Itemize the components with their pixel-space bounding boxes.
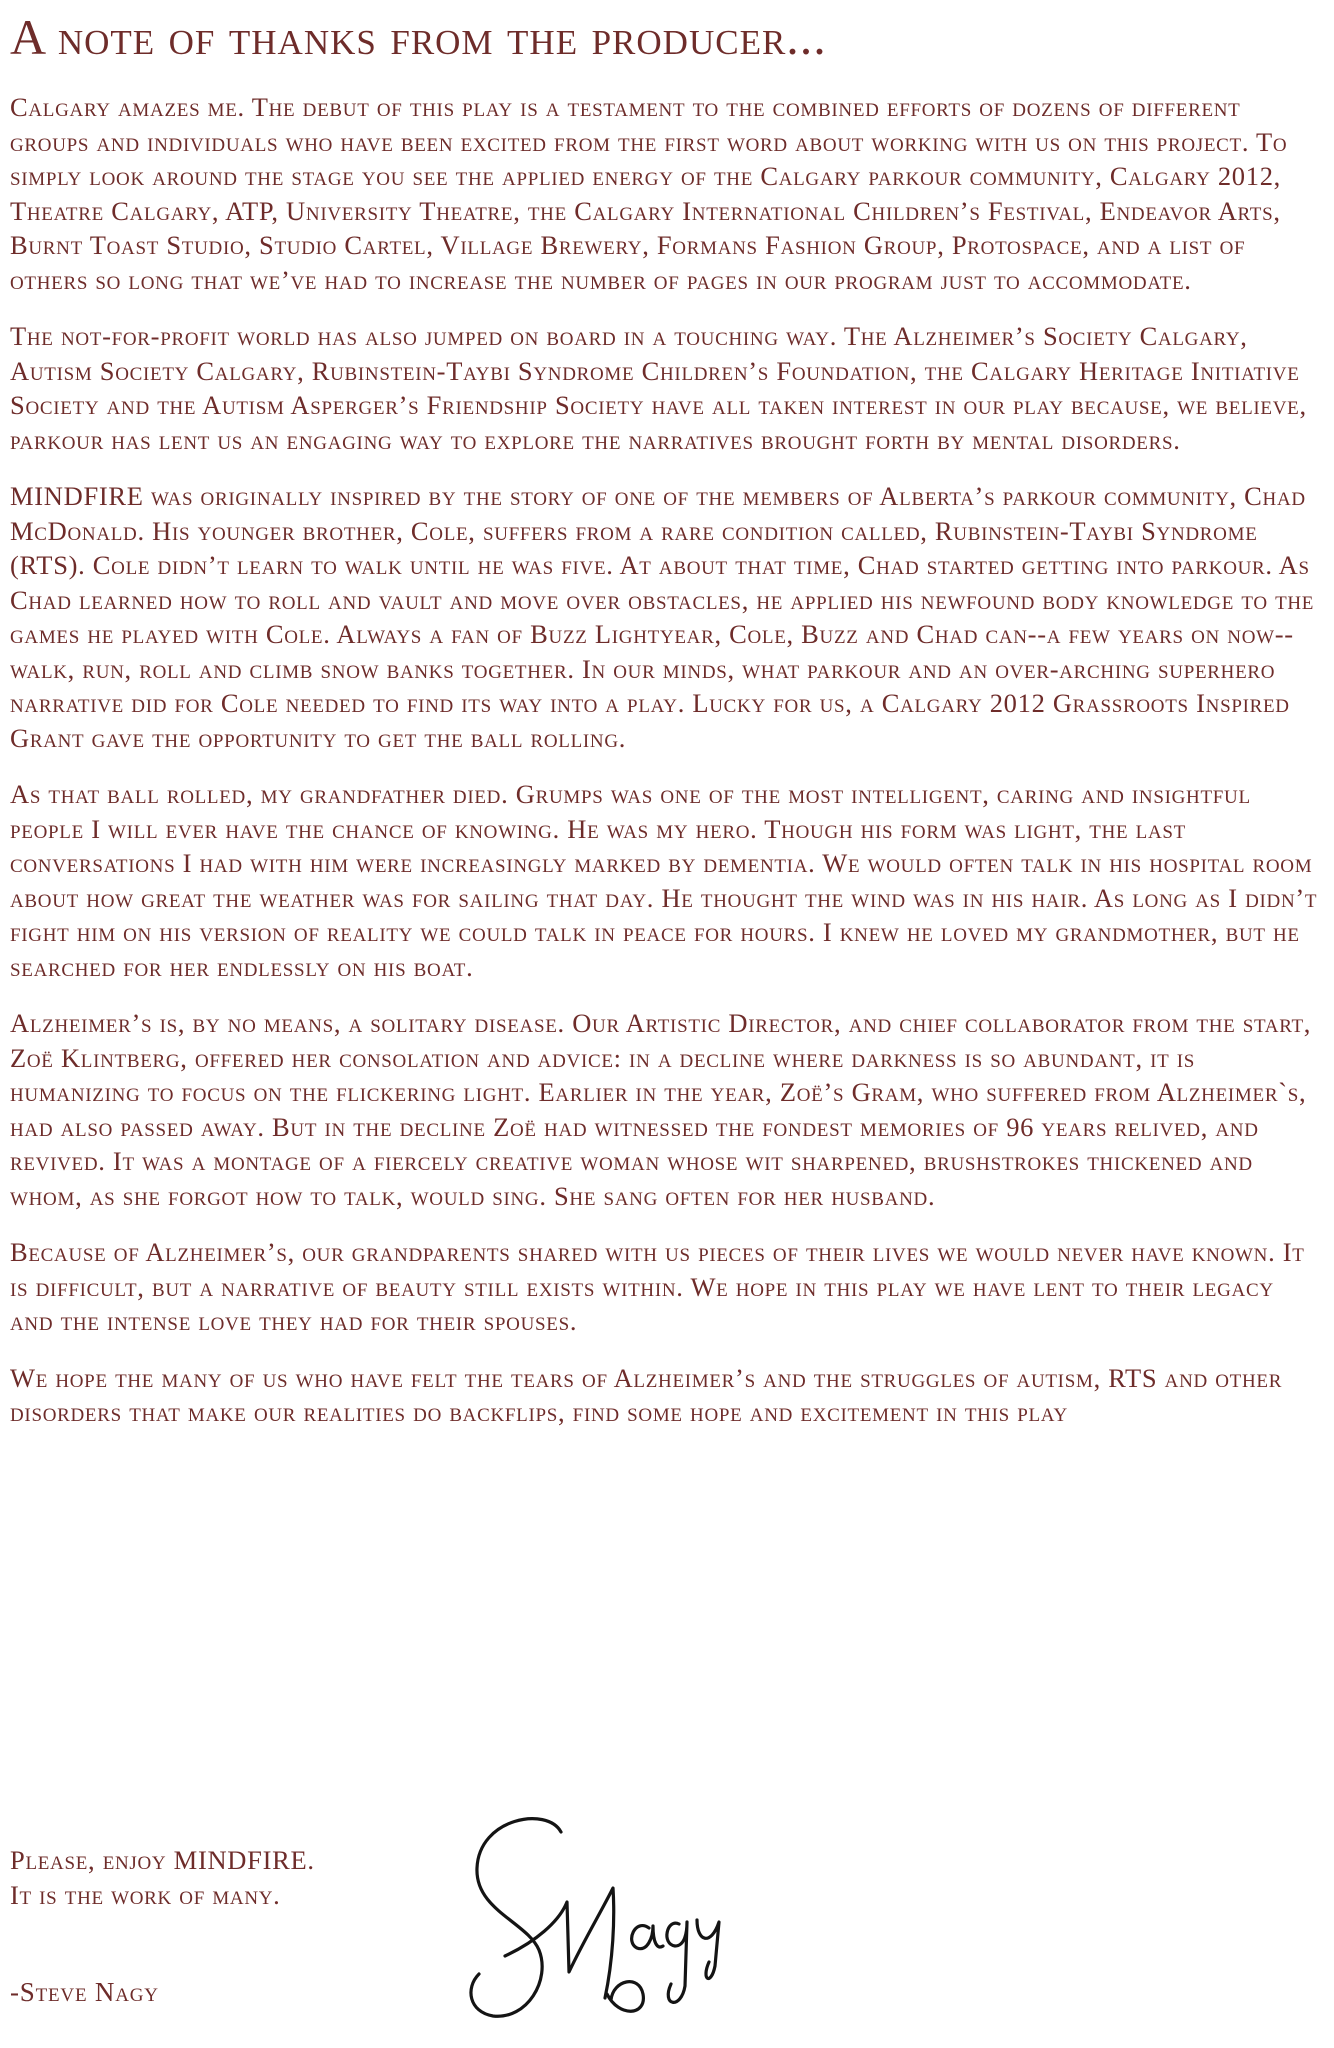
paragraph-alzheimers: Alzheimer’s is, by no means, a solitary disease. Our Artistic Director, and chief collaborator from the start, Zoë Klintberg, offered her consolation and advice: in a decline where darkness is so abundant, it is humanizing to focus on the flickering light. Earlier in the year, Zoë’s Gram, who suffered from Alzheimer`s, had also passed away. But in the decline Zoë had witnessed the fondest memories of 96 years relived, and revived. It was a montage of a fiercely creative woman whose wit sharpened, brushstrokes thickened and whom, as she forgot how to talk, would sing. She sang often for her husband. [10,1008,1312,1211]
paragraph-mindfire-origin: MINDFIRE was originally inspired by the story of one of the members of Alberta’s parkour community, Chad McDonald. His younger brother, Cole, suffers from a rare condition called, Rubinstein-Taybi Syndrome (RTS). Cole didn’t learn to walk until he was five. At about that time, Chad started getting into parkour. As Chad learned how to roll and vault and move over obstacles, he applied his newfound body knowledge to the games he played with Cole. Always a fan of Buzz Lightyear, Cole, Buzz and Chad can--a few years on now--walk, run, roll and climb snow banks together. In our minds, what parkour and an over-arching superhero narrative did for Cole needed to find its way into a play. Lucky for us, a Calgary 2012 Grassroots Inspired Grant gave the opportunity to get the ball rolling. [10,481,1315,753]
handwritten-signature [465,1810,740,2042]
paragraph-nonprofit-support: The not-for-profit world has also jumped on board in a touching way. The Alzheimer’s Society Calgary, Autism Society Calgary, Rubinstein-Taybi Syndrome Children’s Foundation, the Calgary Heritage Initiative Society and the Autism Asperger’s Friendship Society have all taken interest in our play because, we believe, parkour has lent us an engaging way to explore the narratives brought forth by mental disorders. [10,321,1307,455]
closing-lines [10,1843,315,1912]
producer-note-page [10,0,1320,2048]
note-body [10,90,1320,1430]
closing-line-work-of-many: It is the work of many. [10,1879,281,1910]
paragraph-community-thanks: Calgary amazes me. The debut of this play is a testament to the combined efforts of dozens of different groups and individuals who have been excited from the first word about working with us on this project. To simply look around the stage you see the applied energy of the Calgary parkour community, Calgary 2012, Theatre Calgary, ATP, University Theatre, the Calgary International Children’s Festival, Endeavor Arts, Burnt Toast Studio, Studio Cartel, Village Brewery, Formans Fashion Group, Protospace, and a list of others so long that we’ve had to increase the number of pages in our program just to accommodate. [10,92,1288,295]
paragraph-grandparents: Because of Alzheimer’s, our grandparents shared with us pieces of their lives we would never have known. It is difficult, but a narrative of beauty still exists within. We hope in this play we have lent to their legacy and the intense love they had for their spouses. [10,1237,1305,1336]
closing-line-enjoy: Please, enjoy MINDFIRE. [10,1845,315,1875]
paragraph-hope: We hope the many of us who have felt the tears of Alzheimer’s and the struggles of autism, RTS and other disorders that make our realities do backflips, find some hope and excitement in this play [10,1362,1283,1427]
author-byline: -Steve Nagy [10,1977,159,2007]
paragraph-grandfather: As that ball rolled, my grandfather died. Grumps was one of the most intelligent, caring and insightful people I will ever have the chance of knowing. He was my hero. Though his form was light, the last conversations I had with him were increasingly marked by dementia. We would often talk in his hospital room about how great the weather was for sailing that day. He thought the wind was in his hair. As long as I didn’t fight him on his version of reality we could talk in peace for hours. I knew he loved my grandmother, but he searched for her endlessly on his boat. [10,779,1318,982]
page-title: A note of thanks from the producer... [10,9,827,65]
